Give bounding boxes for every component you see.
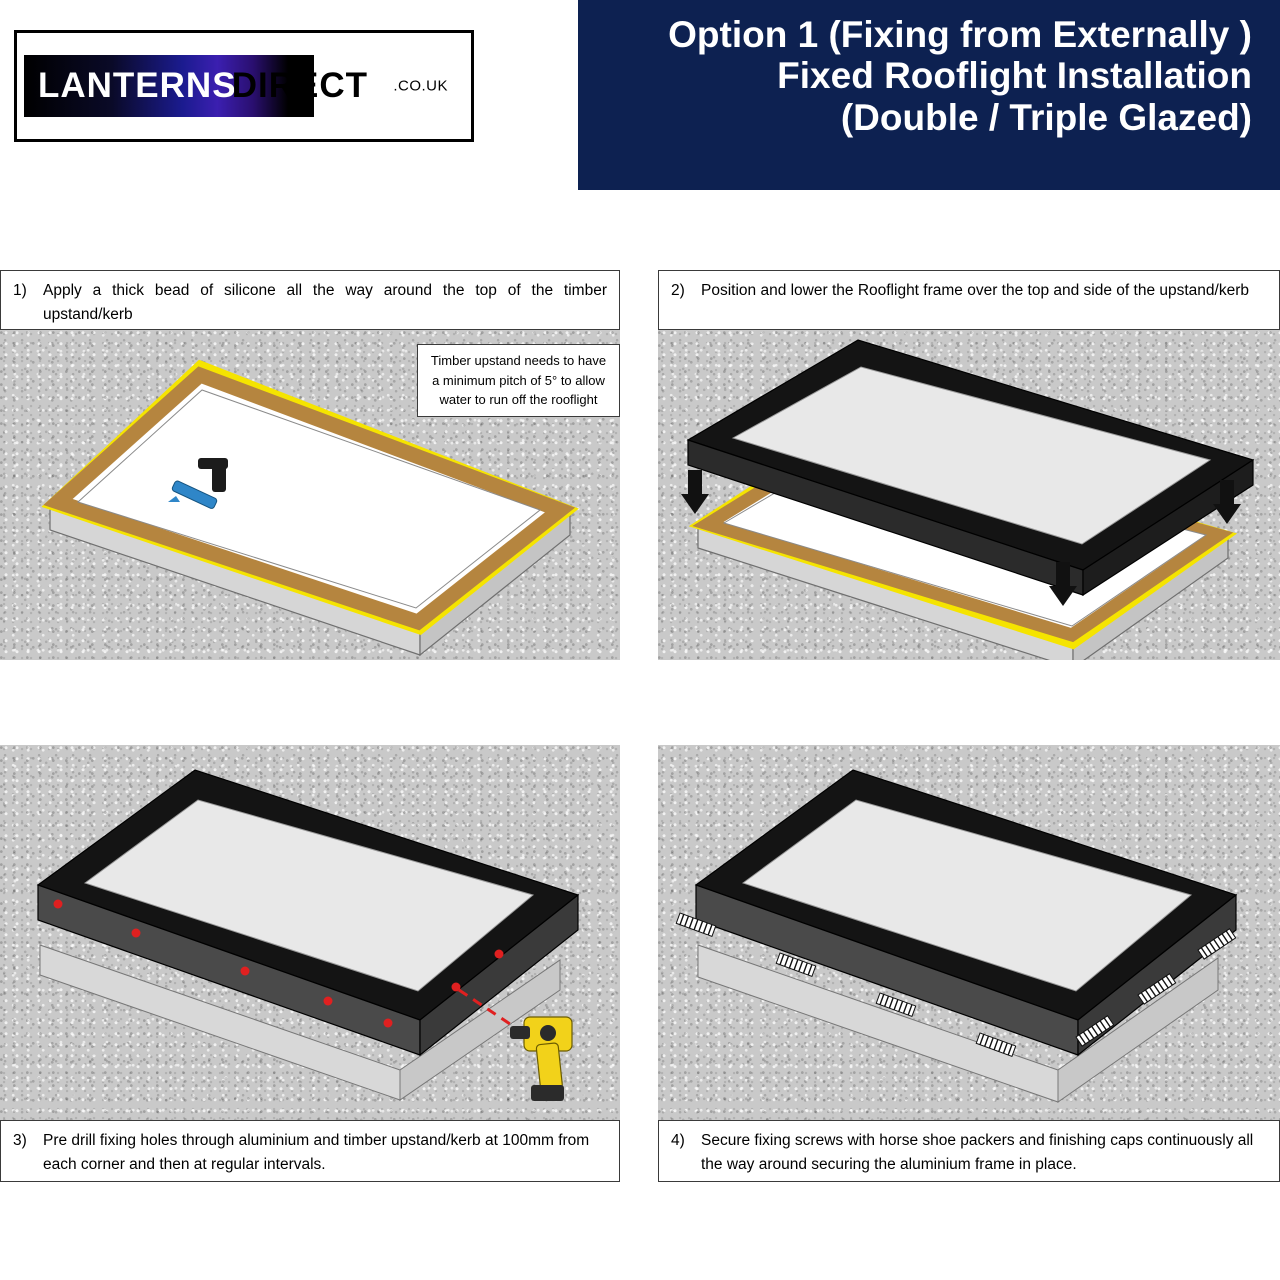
step-4-text: Secure fixing screws with horse shoe packers and finishing caps continuously all the way around securing the aluminium frame in place. — [701, 1132, 1254, 1174]
step-2-caption — [658, 270, 1280, 330]
step-4-illustration — [658, 745, 1280, 1120]
step-4-number: 4) — [671, 1132, 685, 1149]
page-header — [0, 0, 1280, 196]
title-line-1: Option 1 (Fixing from Externally ) — [668, 14, 1252, 55]
logo-gradient-bar — [24, 55, 464, 117]
step-2-illustration — [658, 330, 1280, 660]
step-2-number: 2) — [671, 282, 685, 299]
title-line-3: (Double / Triple Glazed) — [840, 96, 1252, 138]
step-1-text: Apply a thick bead of silicone all the way around the top of the timber upstand/kerb — [43, 282, 607, 324]
securing-screws-diagram — [658, 745, 1280, 1120]
step-3-number: 3) — [13, 1132, 27, 1149]
step-3-text: Pre drill fixing holes through aluminium and timber upstand/kerb at 100mm from each corner and then at regular intervals. — [43, 1132, 590, 1174]
step-3-illustration — [0, 745, 620, 1120]
direction-arrow-left — [681, 470, 709, 514]
step-2-text: Position and lower the Rooflight frame over the top and side of the upstand/kerb — [701, 282, 1250, 299]
pre-drilling-diagram — [0, 745, 620, 1120]
step-1-illustration — [0, 330, 620, 660]
step-3-caption — [0, 1120, 620, 1182]
step-1-caption — [0, 270, 620, 330]
title-banner — [578, 0, 1280, 190]
step-1-number: 1) — [13, 282, 27, 299]
power-drill-icon — [510, 1017, 572, 1101]
lowering-frame-diagram — [658, 330, 1280, 660]
logo-domain-suffix: .CO.UK — [393, 77, 448, 95]
step-4-caption — [658, 1120, 1280, 1182]
step-1-note: Timber upstand needs to have a minimum pitch of 5° to allow water to run off the rooflight — [417, 344, 620, 417]
logo-word-direct: DIRECT — [231, 66, 368, 105]
title-line-2: Fixed Rooflight Installation — [777, 55, 1252, 97]
logo-word-lanterns: LANTERNS — [38, 66, 237, 105]
brand-logo — [14, 30, 474, 142]
